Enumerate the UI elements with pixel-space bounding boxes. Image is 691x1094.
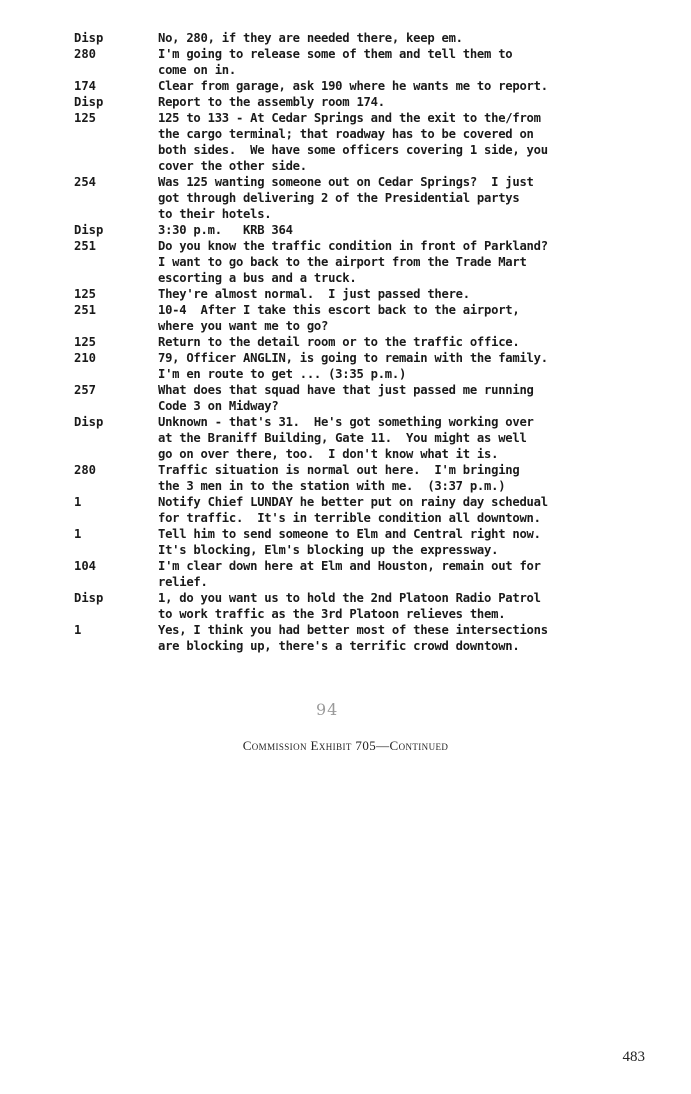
transcript-entry xyxy=(74,334,634,350)
page-number: 483 xyxy=(622,1049,645,1065)
message-text xyxy=(158,302,634,334)
message-line: to work traffic as the 3rd Platoon relieves them. xyxy=(158,607,506,621)
message-line: Yes, I think you had better most of these intersections xyxy=(158,623,548,637)
message-line: Was 125 wanting someone out on Cedar Springs? I just xyxy=(158,175,534,189)
message-line: 125 to 133 - At Cedar Springs and the exit to the/from xyxy=(158,111,541,125)
message-text xyxy=(158,110,634,174)
transcript-entry xyxy=(74,302,634,334)
speaker-id: 1 xyxy=(74,527,82,541)
message-line: No, 280, if they are needed there, keep em. xyxy=(158,31,463,45)
speaker-id: 251 xyxy=(74,239,97,253)
message-line: I want to go back to the airport from the Trade Mart xyxy=(158,255,527,269)
transcript-entry xyxy=(74,558,634,590)
message-text xyxy=(158,94,634,110)
message-line: I'm en route to get ... (3:35 p.m.) xyxy=(158,367,407,381)
speaker-id: 104 xyxy=(74,559,97,573)
speaker-id: 125 xyxy=(74,287,97,301)
transcript-entry xyxy=(74,462,634,494)
message-line: Tell him to send someone to Elm and Central right now. xyxy=(158,527,541,541)
message-line: got through delivering 2 of the Presidential partys xyxy=(158,191,520,205)
transcript-entry xyxy=(74,382,634,414)
speaker-id: 125 xyxy=(74,111,97,125)
speaker-id: 280 xyxy=(74,47,97,61)
transcript-entry xyxy=(74,414,634,462)
message-line: escorting a bus and a truck. xyxy=(158,271,357,285)
transcript-entry xyxy=(74,174,634,222)
transcript-entry xyxy=(74,350,634,382)
speaker-id: 254 xyxy=(74,175,97,189)
speaker-id: Disp xyxy=(74,415,104,429)
speaker-id: 125 xyxy=(74,335,97,349)
message-line: to their hotels. xyxy=(158,207,272,221)
speaker-id: 210 xyxy=(74,351,97,365)
message-line: Notify Chief LUNDAY he better put on rainy day schedual xyxy=(158,495,548,509)
message-text xyxy=(158,382,634,414)
exhibit-caption: Commission Exhibit 705—Continued xyxy=(242,738,449,753)
speaker-id: 174 xyxy=(74,79,97,93)
message-line: cover the other side. xyxy=(158,159,307,173)
message-line: 1, do you want us to hold the 2nd Platoon Radio Patrol xyxy=(158,591,541,605)
message-line: Traffic situation is normal out here. I'm bringing xyxy=(158,463,520,477)
message-line: relief. xyxy=(158,575,208,589)
message-text xyxy=(158,414,634,462)
transcript-entry xyxy=(74,494,634,526)
speaker-id: 257 xyxy=(74,383,97,397)
message-text xyxy=(158,30,634,46)
speaker-id: 1 xyxy=(74,623,82,637)
message-text xyxy=(158,78,634,94)
transcript-entry xyxy=(74,94,634,110)
transcript-entry xyxy=(74,286,634,302)
message-text xyxy=(158,334,634,350)
message-line: come on in. xyxy=(158,63,236,77)
transcript-entry xyxy=(74,78,634,94)
message-line: Do you know the traffic condition in front of Parkland? xyxy=(158,239,548,253)
speaker-id: 1 xyxy=(74,495,82,509)
transcript-entry xyxy=(74,238,634,286)
message-line: at the Braniff Building, Gate 11. You might as well xyxy=(158,431,527,445)
transcript-entry xyxy=(74,46,634,78)
message-line: What does that squad have that just passed me running xyxy=(158,383,534,397)
message-text xyxy=(158,238,634,286)
transcript-entry xyxy=(74,526,634,558)
message-text xyxy=(158,622,634,654)
transcript-entry xyxy=(74,590,634,622)
message-text xyxy=(158,350,634,382)
page-mark: 94 xyxy=(316,700,339,719)
transcript-entry xyxy=(74,30,634,46)
speaker-id: Disp xyxy=(74,591,104,605)
message-line: I'm going to release some of them and tell them to xyxy=(158,47,513,61)
message-line: I'm clear down here at Elm and Houston, remain out for xyxy=(158,559,541,573)
message-line: both sides. We have some officers covering 1 side, you xyxy=(158,143,548,157)
message-line: for traffic. It's in terrible condition all downtown. xyxy=(158,511,541,525)
speaker-id: Disp xyxy=(74,95,104,109)
message-line: 3:30 p.m. KRB 364 xyxy=(158,223,293,237)
message-text xyxy=(158,590,634,622)
message-line: Return to the detail room or to the traffic office. xyxy=(158,335,520,349)
message-line: 79, Officer ANGLIN, is going to remain with the family. xyxy=(158,351,548,365)
message-text xyxy=(158,222,634,238)
message-line: Clear from garage, ask 190 where he wants me to report. xyxy=(158,79,548,93)
transcript-entry xyxy=(74,110,634,174)
radio-transcript xyxy=(74,30,634,654)
message-line: Unknown - that's 31. He's got something working over xyxy=(158,415,534,429)
speaker-id: 251 xyxy=(74,303,97,317)
speaker-id: Disp xyxy=(74,31,104,45)
message-text xyxy=(158,46,634,78)
message-line: the 3 men in to the station with me. (3:37 p.m.) xyxy=(158,479,506,493)
message-line: Code 3 on Midway? xyxy=(158,399,279,413)
message-line: It's blocking, Elm's blocking up the expressway. xyxy=(158,543,499,557)
transcript-entry xyxy=(74,222,634,238)
message-text xyxy=(158,526,634,558)
message-text xyxy=(158,494,634,526)
message-line: 10-4 After I take this escort back to the airport, xyxy=(158,303,520,317)
speaker-id: Disp xyxy=(74,223,104,237)
transcript-entry xyxy=(74,622,634,654)
message-text xyxy=(158,558,634,590)
message-text xyxy=(158,462,634,494)
message-text xyxy=(158,286,634,302)
message-text xyxy=(158,174,634,222)
message-line: go on over there, too. I don't know what it is. xyxy=(158,447,499,461)
message-line: are blocking up, there's a terrific crowd downtown. xyxy=(158,639,520,653)
message-line: where you want me to go? xyxy=(158,319,329,333)
message-line: Report to the assembly room 174. xyxy=(158,95,385,109)
speaker-id: 280 xyxy=(74,463,97,477)
message-line: the cargo terminal; that roadway has to be covered on xyxy=(158,127,534,141)
message-line: They're almost normal. I just passed there. xyxy=(158,287,470,301)
